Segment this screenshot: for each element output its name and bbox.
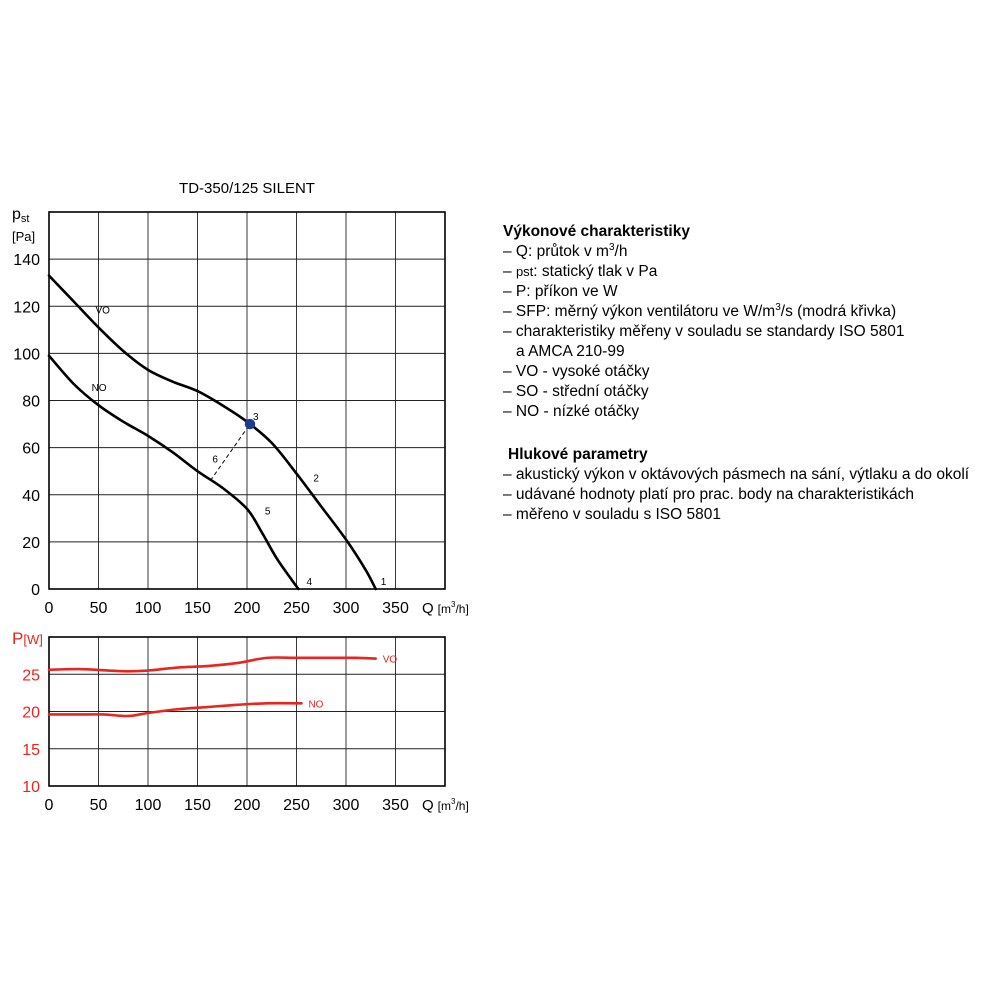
operating-point-label: 4 [306,577,313,588]
legend-item: – SO - střední otáčky [503,383,649,400]
y-tick-label: 20 [22,534,40,552]
series-label-vo: VO [95,305,110,317]
x-axis-label: Q [$m^3_{/h]}$ [422,600,469,617]
y-tick-label: 15 [22,741,40,759]
series-label-no: NO [308,699,324,711]
operating-point-label: 6 [212,454,218,466]
x-tick-label: 100 [134,600,162,617]
operating-point-label: 3 [252,412,259,424]
x-axis-label: Q [$m^3_{/h]}$ [422,797,469,814]
legend-item-symbol: pst [515,264,534,279]
dashed-connector [210,424,250,481]
x-tick-label: 350 [382,600,409,617]
chart-title: TD-350/125 SILENT [179,180,315,197]
legend-list [503,242,993,422]
operating-point-label: 2 [313,473,319,485]
noise-item: – akustický výkon v oktávových pásmech na sání, výtlaku a do okolí [503,466,970,483]
series-label-vo: VO [382,654,398,666]
noise-heading: Hlukové parametry [508,446,648,463]
x-tick-label: 150 [184,600,211,617]
y-tick-label: 60 [22,440,40,458]
x-tick-label: 100 [134,797,162,814]
y-tick-label: 120 [13,299,40,317]
operating-point-label: 5 [264,506,271,518]
legend-item: – Q: průtok v $m^3/h$ [503,242,628,260]
x-tick-label: 350 [382,797,409,814]
series-label-no: NO [91,383,107,395]
y-tick-label: 100 [13,346,40,364]
y-tick-label: 20 [22,704,40,722]
legend-item: – charakteristiky měřeny v souladu se standardy ISO 5801 [503,323,905,340]
legend-item: – SFP: měrný výkon ventilátoru ve $W/m^3/s$ (modrá křivka) [503,302,897,320]
x-tick-label: 250 [283,600,310,617]
legend-item: – VO - vysoké otáčky [503,363,650,380]
legend-item: – pst: statický tlak v Pa [503,263,658,280]
noise-item: – měřeno v souladu s ISO 5801 [503,506,721,523]
y-tick-label: 80 [22,393,40,411]
y-axis-unit: [Pa] [12,229,36,244]
x-tick-label: 250 [283,797,310,814]
y-axis-label: P[W] [12,629,43,648]
series-line-no [49,356,298,589]
y-tick-label: 0 [31,582,40,599]
y-axis-label: pst [12,206,30,225]
legend-heading: Výkonové charakteristiky [503,223,690,240]
legend-panel [503,222,993,525]
x-tick-label: 200 [233,600,261,617]
noise-item: – udávané hodnoty platí pro prac. body na charakteristikách [503,486,915,503]
legend-item-sup: 3 [608,242,615,253]
y-tick-label: 10 [22,779,40,796]
legend-item: a AMCA 210-99 [516,343,625,360]
noise-list [503,465,993,525]
x-tick-label: 0 [44,600,54,617]
y-tick-label: 140 [13,252,40,270]
y-tick-label: 40 [22,487,40,505]
x-tick-label: 300 [332,600,360,617]
x-tick-label: 200 [233,797,261,814]
x-tick-label: 50 [89,797,108,814]
legend-item: – P: příkon ve W [503,283,618,300]
x-tick-label: 0 [44,797,54,814]
legend-item: – NO - nízké otáčky [503,403,640,420]
operating-point-label: 1 [380,577,387,588]
y-tick-label: 25 [22,667,40,685]
x-tick-label: 150 [184,797,211,814]
x-tick-label: 50 [89,600,108,617]
legend-item-sup: 3 [775,302,781,313]
series-line-no [49,703,301,716]
x-tick-label: 300 [332,797,360,814]
series-line-vo [49,657,376,671]
